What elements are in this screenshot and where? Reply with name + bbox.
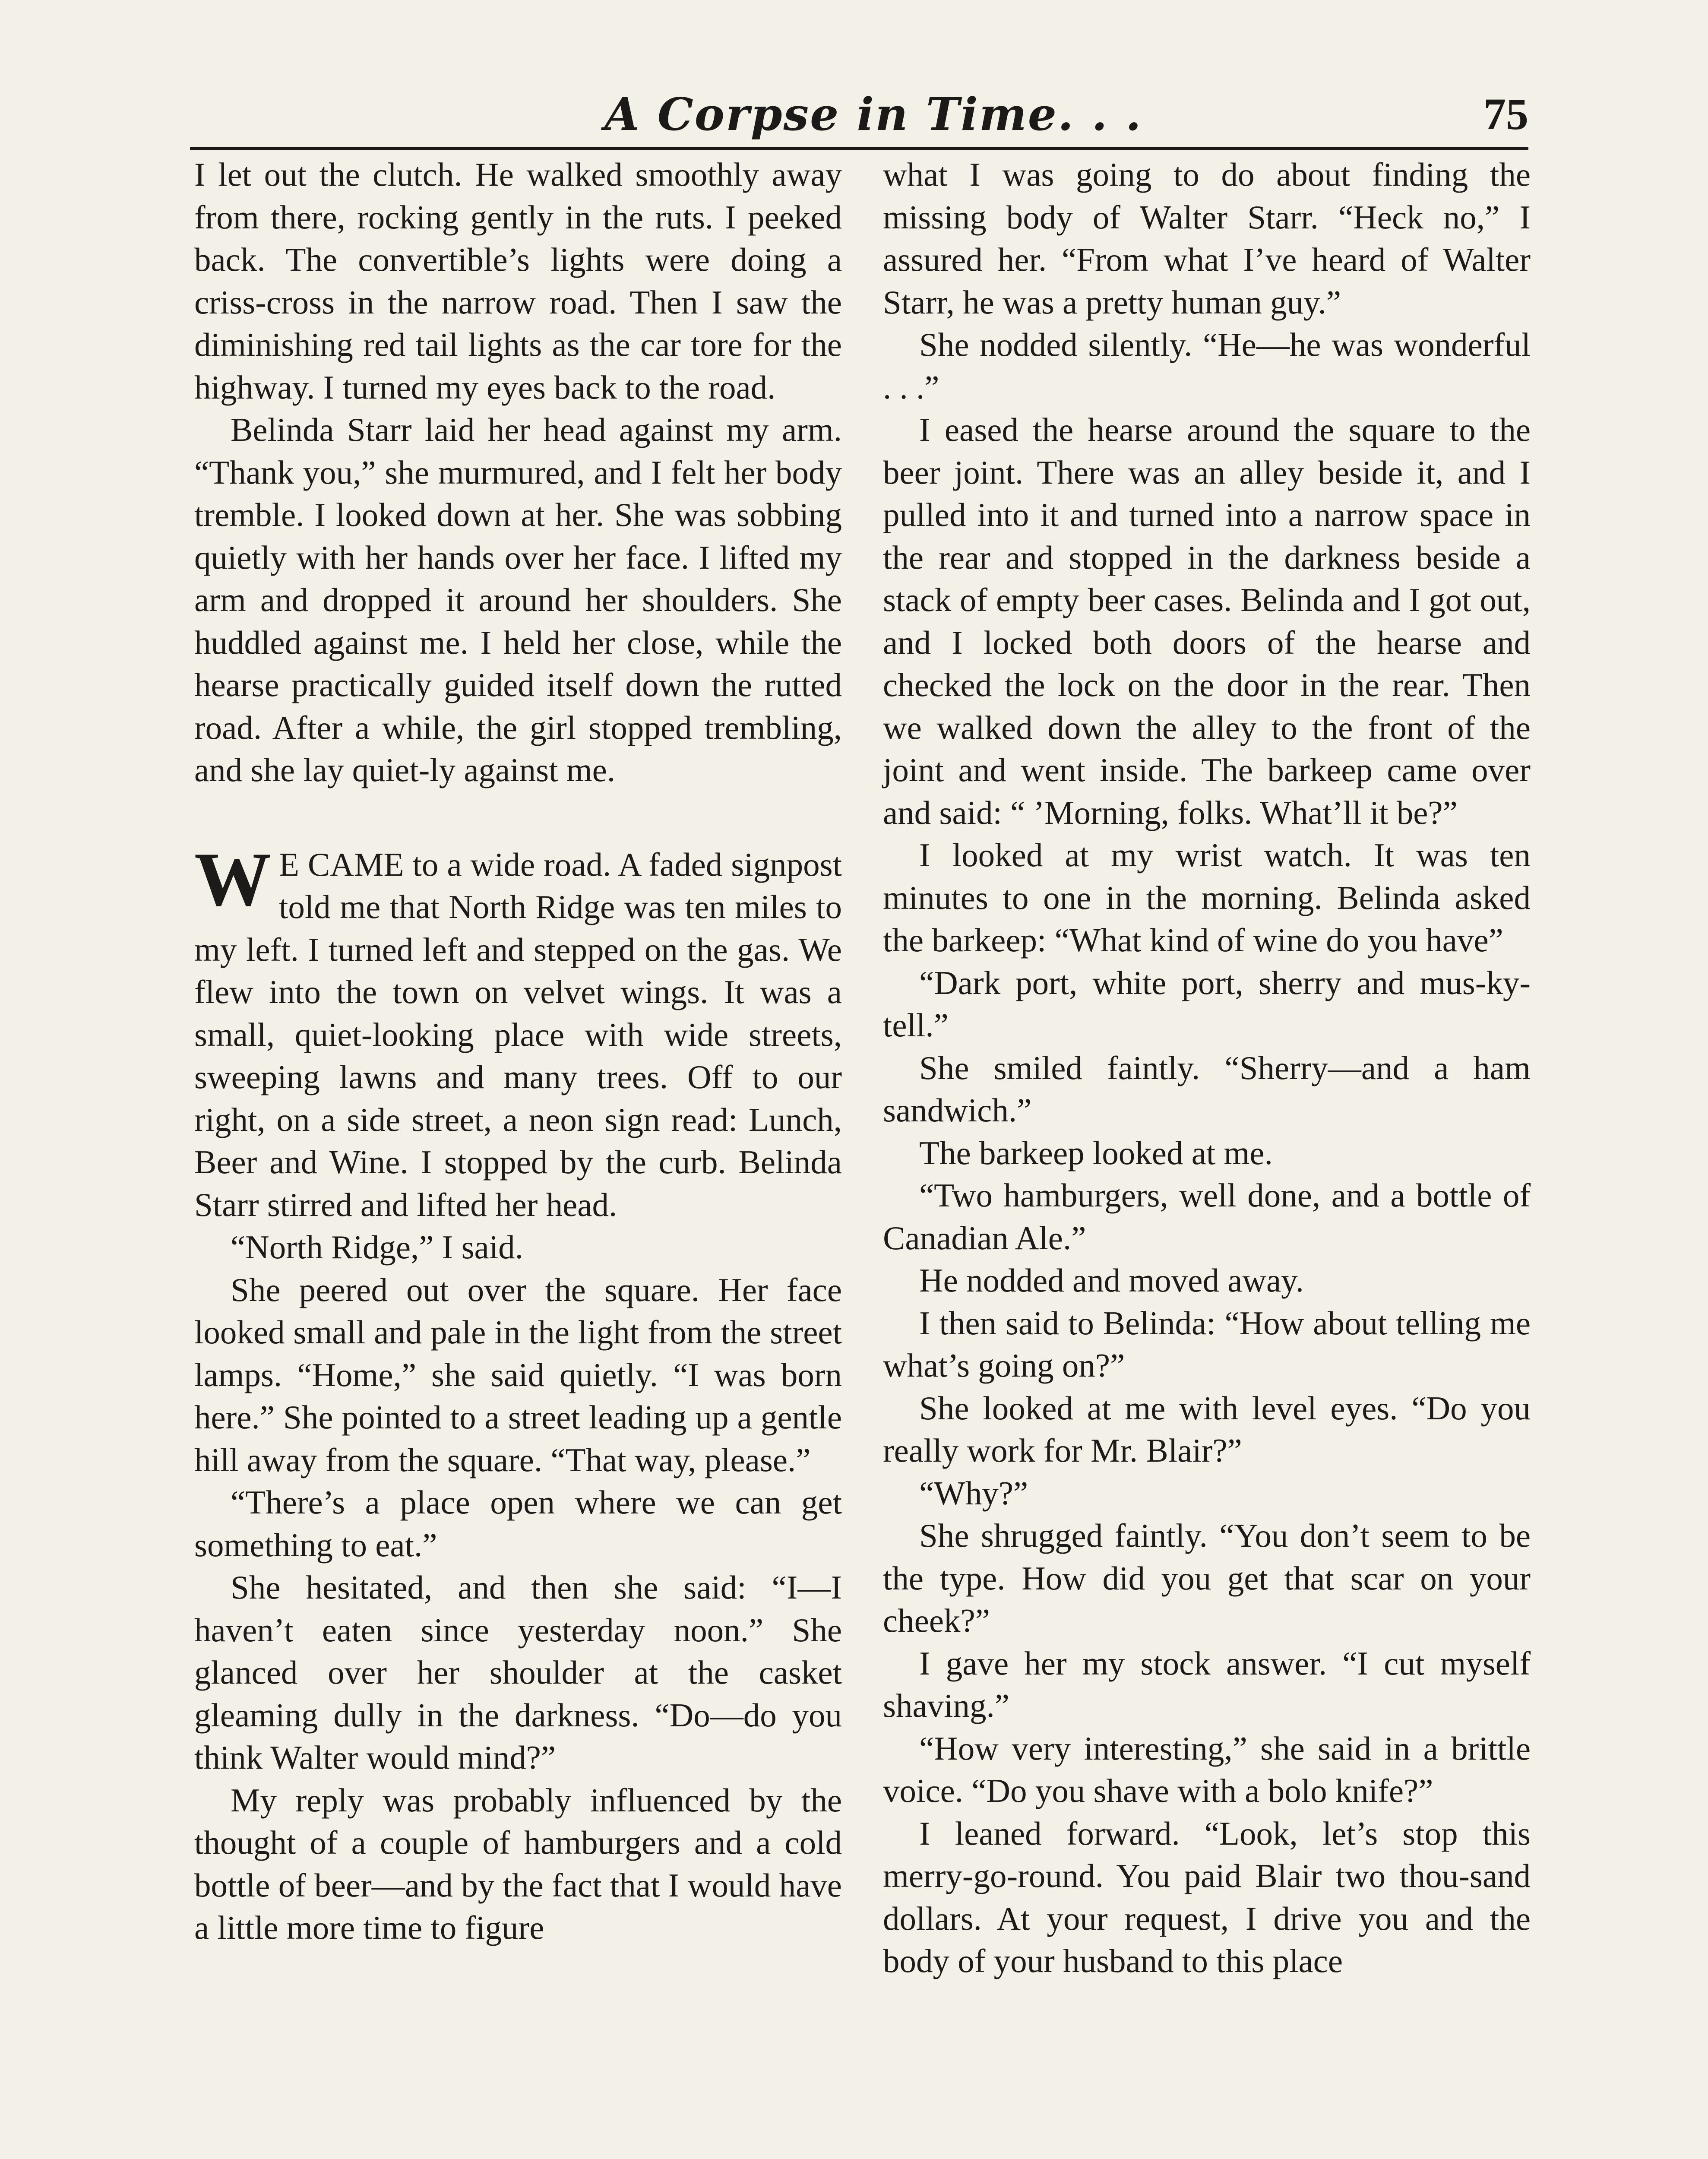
paragraph: “How very interesting,” she said in a brittle voice. “Do you shave with a bolo knife?”: [883, 1729, 1531, 1809]
text-column-left: [194, 153, 842, 1949]
paragraph-text: E CAME to a wide road. A faded signpost told me that North Ridge was ten miles to my left. I turned left and stepped on the gas. We flew into the town on velvet wings. It was a small, quiet-looking place with wide streets, sweeping lawns and many trees. Off to our right, on a side street, a neon sign read: Lunch, Beer and Wine. I stopped by the curb. Belinda Starr stirred and lifted her head.: [194, 845, 842, 1223]
paragraph: “North Ridge,” I said.: [231, 1228, 523, 1266]
paragraph: I then said to Belinda: “How about telling me what’s going on?”: [883, 1304, 1531, 1384]
paragraph: She nodded silently. “He—he was wonderful . . .”: [883, 326, 1531, 406]
paragraph: Belinda Starr laid her head against my arm. “Thank you,” she murmured, and I felt her body tremble. I looked down at her. She was sobbing quietly with her hands over her face. I lifted my arm and dropped it around her shoulders. She huddled against me. I held her close, while the hearse practically guided itself down the rutted road. After a while, the girl stopped trembling, and she lay quiet-ly against me.: [194, 411, 842, 788]
running-title: A Corpse in Time. . .: [604, 88, 1142, 141]
paragraph: “Why?”: [919, 1474, 1028, 1512]
paragraph: “There’s a place open where we can get something to eat.”: [194, 1484, 842, 1564]
paragraph: “Two hamburgers, well done, and a bottle of Canadian Ale.”: [883, 1177, 1531, 1257]
paragraph: She hesitated, and then she said: “I—I haven’t eaten since yesterday noon.” She glanced over her shoulder at the casket gleaming dully in the darkness. “Do—do you think Walter would mind?”: [194, 1569, 842, 1776]
paragraph: I looked at my wrist watch. It was ten minutes to one in the morning. Belinda asked the barkeep: “What kind of wine do you have”: [883, 836, 1531, 959]
paragraph: I gave her my stock answer. “I cut myself shaving.”: [883, 1644, 1531, 1724]
paragraph: My reply was probably influenced by the thought of a couple of hamburgers and a cold bottle of beer—and by the fact that I would have a little more time to figure: [194, 1781, 842, 1946]
paragraph: I leaned forward. “Look, let’s stop this merry-go-round. You paid Blair two thou-sand dollars. At your request, I drive you and the body of your husband to this place: [883, 1814, 1531, 1979]
paragraph: She looked at me with level eyes. “Do you really work for Mr. Blair?”: [883, 1389, 1531, 1469]
paragraph: The barkeep looked at me.: [919, 1134, 1273, 1171]
paragraph: I eased the hearse around the square to the beer joint. There was an alley beside it, and I pulled into it and turned into a narrow space in the rear and stopped in the darkness beside a stack of empty beer cases. Belinda and I got out, and I locked both doors of the hearse and checked the lock on the door in the rear. Then we walked down the alley to the front of the joint and went inside. The barkeep came over and said: “ ’Morning, folks. What’ll it be?”: [883, 411, 1531, 831]
paragraph: I let out the clutch. He walked smoothly away from there, rocking gently in the ruts. I peeked back. The convertible’s lights were doing a criss-cross in the narrow road. Then I saw the diminishing red tail lights as the car tore for the highway. I turned my eyes back to the road.: [194, 156, 842, 406]
paragraph: She smiled faintly. “Sherry—and a ham sandwich.”: [883, 1049, 1531, 1129]
section-opening-paragraph: [194, 836, 842, 1226]
paragraph: He nodded and moved away.: [919, 1262, 1304, 1299]
drop-cap: W: [194, 836, 271, 922]
text-column-right: [883, 153, 1531, 1982]
paragraph: She shrugged faintly. “You don’t seem to be the type. How did you get that scar on your cheek?”: [883, 1517, 1531, 1639]
paragraph: “Dark port, white port, sherry and mus-ky-tell.”: [883, 964, 1531, 1044]
paragraph: She peered out over the square. Her face looked small and pale in the light from the street lamps. “Home,” she said quietly. “I was born here.” She pointed to a street leading up a gentle hill away from the square. “That way, please.”: [194, 1271, 842, 1478]
page-number: 75: [1483, 89, 1528, 139]
paragraph: what I was going to do about finding the missing body of Walter Starr. “Heck no,” I assured her. “From what I’ve heard of Walter Starr, he was a pretty human guy.”: [883, 156, 1531, 321]
running-header: [190, 82, 1528, 150]
